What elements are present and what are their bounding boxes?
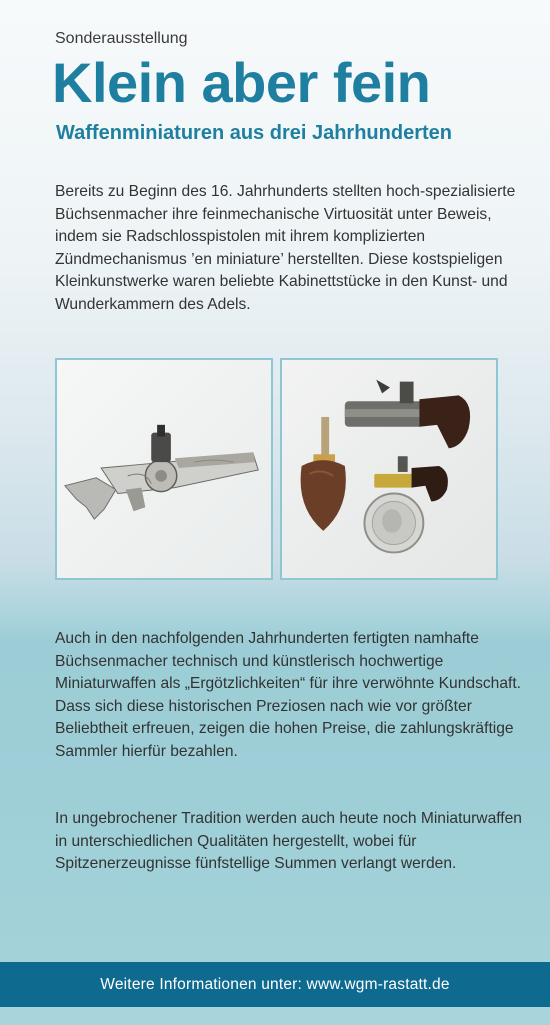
middle-paragraph [55,628,525,763]
middle-text: Auch in den nachfolgenden Jahrhunderten fertigten namhafte Büchsenmacher technisch und künstlerisch hochwertige Miniaturwaffen als „Ergötzlichkeiten“ für ihre verwöhnte Kundschaft. Dass sich diese historischen Preziosen nach wie vor größter Beliebtheit erfreuen, zeigen die hohen Preise, die zahlungskräftige Sammler hierfür bezahlen. [55,630,522,760]
footer-bar [0,962,550,1007]
intro-paragraph [55,181,525,316]
coin-illustration [364,494,423,553]
footer-info-text: Weitere Informationen unter: www.wgm-rastatt.de [100,975,450,993]
closing-paragraph [55,808,525,876]
flintlock-set-image [282,360,496,578]
eyebrow-label: Sonderausstellung [55,30,188,47]
pistol-illustration [65,425,258,519]
footer-bottom-strip [0,1007,550,1025]
powder-flask-illustration [301,417,346,531]
photo-wheellock-pistol [55,358,273,580]
closing-text: In ungebrochener Tradition werden auch heute noch Miniaturwaffen in unterschiedlichen Qualitäten hergestellt, wobei für Spitzenerzeugnisse fünfstellige Summen verlangt werden. [55,810,522,872]
intro-text: Bereits zu Beginn des 16. Jahrhunderts stellten hoch-spezialisierte Büchsenmacher ihre feinmechanische Virtuosität unter Beweis, indem sie Radschlosspistolen mit ihrem komplizierten Zündmechanismus ’en miniature’ herstellten. Diese kostspieligen Kleinkunstwerke waren beliebte Kabinettstücke in den Kunst- und Wunderkammern des Adels. [55,183,516,313]
large-pistol-illustration [345,380,470,449]
photo-flintlock-set [280,358,498,580]
page-title: Klein aber fein [52,51,431,114]
page-subtitle: Waffenminiaturen aus drei Jahrhunderten [56,122,452,144]
wheellock-pistol-image [57,360,271,578]
